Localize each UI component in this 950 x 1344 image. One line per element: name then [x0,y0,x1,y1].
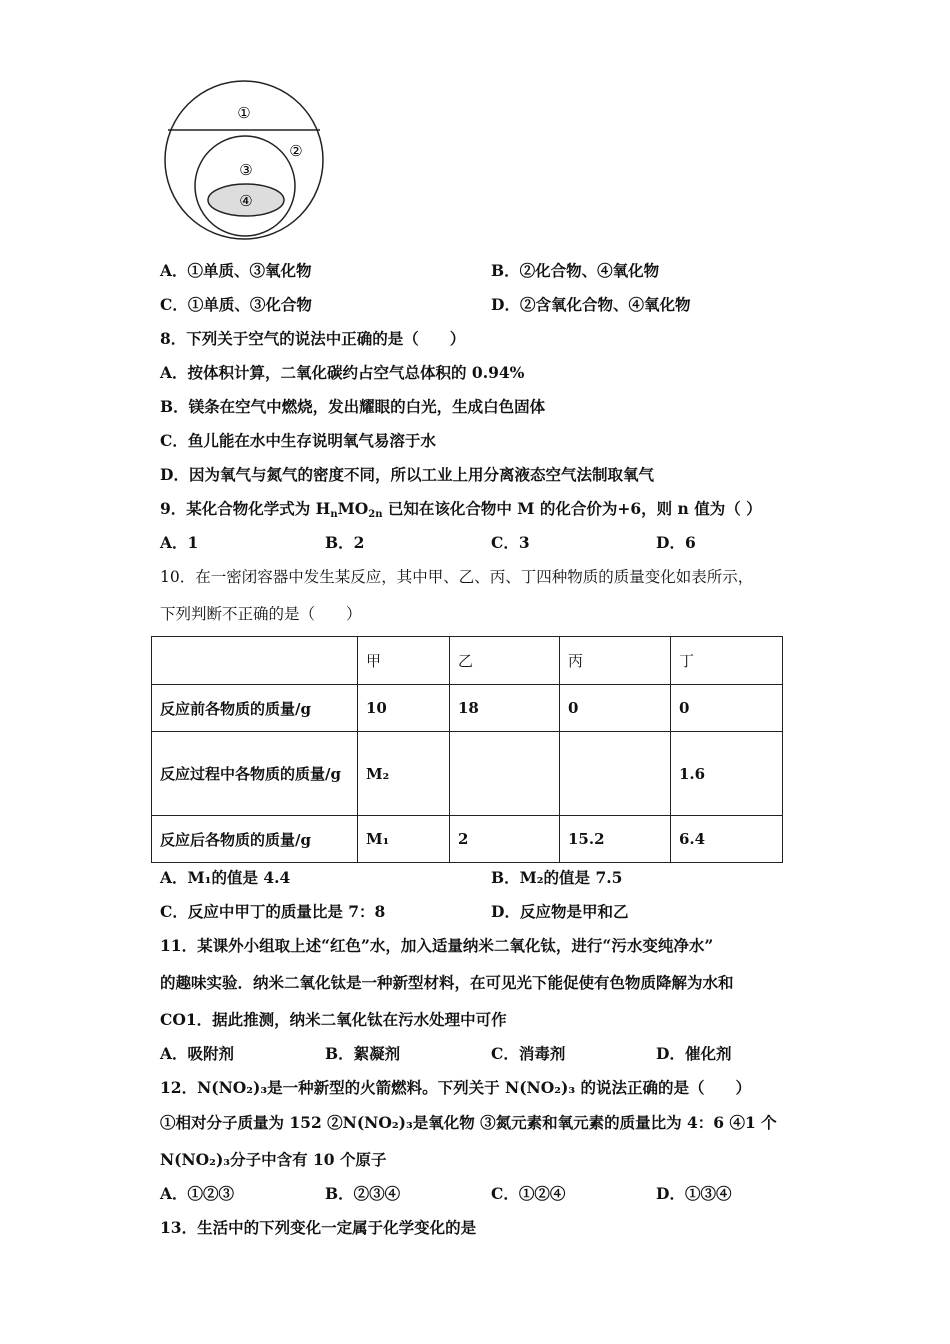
q10-option-c: C．反应中甲丁的质量比是 7：8 [160,902,386,921]
q9-option-a: A．1 [160,533,199,552]
q9-subscript: n [330,509,338,520]
q11-stem-line3: CO1．据此推测，纳米二氧化钛在污水处理中可作 [160,1010,507,1029]
q7-option-a: A．①单质、③氧化物 [160,261,312,280]
q7-option-c: C．①单质、③化合物 [160,295,312,314]
q9-option-c: C．3 [491,533,530,552]
table-header-row [152,637,783,685]
table-header [152,637,358,685]
q8-option-a: A．按体积计算，二氧化碳约占空气总体积的 0.94% [160,363,525,382]
table-cell: 反应后各物质的质量/g [152,816,358,863]
q7-option-b: B．②化合物、④氧化物 [491,261,660,280]
q8-option-c: C．鱼儿能在水中生存说明氧气易溶于水 [160,431,436,450]
q9-stem-part: MO [337,499,369,518]
table-cell: 18 [450,685,560,732]
q8-option-d: D．因为氧气与氮气的密度不同，所以工业上用分离液态空气法制取氧气 [160,465,654,484]
table-cell [450,732,560,816]
q9-option-b: B．2 [325,533,365,552]
table-cell: 0 [560,685,671,732]
q10-option-d: D．反应物是甲和乙 [491,902,629,921]
table-cell: 10 [358,685,450,732]
q12-stem-line3: N(NO₂)₃分子中含有 10 个原子 [160,1150,387,1169]
q10-option-b: B．M₂的值是 7.5 [491,868,623,887]
diagram-label-3: ③ [239,161,253,179]
table-cell: 2 [450,816,560,863]
mass-change-table [151,636,783,863]
q9-option-d: D．6 [656,533,696,552]
q11-option-c: C．消毒剂 [491,1044,566,1063]
q8-stem: 8．下列关于空气的说法中正确的是（ ） [160,329,466,348]
table-header: 丙 [560,637,671,685]
table-header: 乙 [450,637,560,685]
q9-stem [160,499,762,525]
q12-stem-line2: ①相对分子质量为 152 ②N(NO₂)₃是氧化物 ③氮元素和氧元素的质量比为 4：6 ④1 个 [160,1113,777,1132]
q11-option-a: A．吸附剂 [160,1044,235,1063]
q12-stem-line1: 12．N(NO₂)₃是一种新型的火箭燃料。下列关于 N(NO₂)₃ 的说法正确的是（ ） [160,1078,752,1097]
q12-option-a: A．①②③ [160,1184,235,1203]
q9-subscript: 2n [368,509,383,520]
table-row [152,685,783,732]
table-cell: 1.6 [671,732,783,816]
diagram-label-2: ② [289,142,303,160]
q11-option-d: D．催化剂 [656,1044,732,1063]
classification-diagram [160,80,340,240]
table-cell: 反应前各物质的质量/g [152,685,358,732]
table-row [152,816,783,863]
q10-stem-line1: 10．在一密闭容器中发生某反应，其中甲、乙、丙、丁四种物质的质量变化如表所示， [160,568,754,586]
table-cell: 反应过程中各物质的质量/g [152,732,358,816]
table-cell [560,732,671,816]
table-row [152,732,783,816]
diagram-label-1: ① [237,104,251,122]
table-header: 丁 [671,637,783,685]
q12-option-b: B．②③④ [325,1184,401,1203]
q11-stem-line1: 11．某课外小组取上述“红色”水，加入适量纳米二氧化钛，进行“污水变纯净水” [160,936,714,955]
q10-option-a: A．M₁的值是 4.4 [160,868,291,887]
q10-stem-line2: 下列判断不正确的是（ ） [160,605,362,623]
q12-option-d: D．①③④ [656,1184,732,1203]
table-cell: 15.2 [560,816,671,863]
table-cell: 0 [671,685,783,732]
q8-option-b: B．镁条在空气中燃烧，发出耀眼的白光，生成白色固体 [160,397,546,416]
table-cell: M₁ [358,816,450,863]
q9-stem-part: 已知在该化合物中 M 的化合价为+6，则 n 值为（ ） [382,499,762,518]
diagram-label-4: ④ [239,192,253,210]
q9-stem-part: 9．某化合物化学式为 H [160,499,331,518]
table-header: 甲 [358,637,450,685]
q7-option-d: D．②含氧化合物、④氧化物 [491,295,691,314]
q11-option-b: B．絮凝剂 [325,1044,401,1063]
table-cell: 6.4 [671,816,783,863]
q13-stem: 13．生活中的下列变化一定属于化学变化的是 [160,1218,477,1237]
q11-stem-line2: 的趣味实验．纳米二氧化钛是一种新型材料，在可见光下能促使有色物质降解为水和 [160,973,734,992]
table-cell: M₂ [358,732,450,816]
q12-option-c: C．①②④ [491,1184,566,1203]
